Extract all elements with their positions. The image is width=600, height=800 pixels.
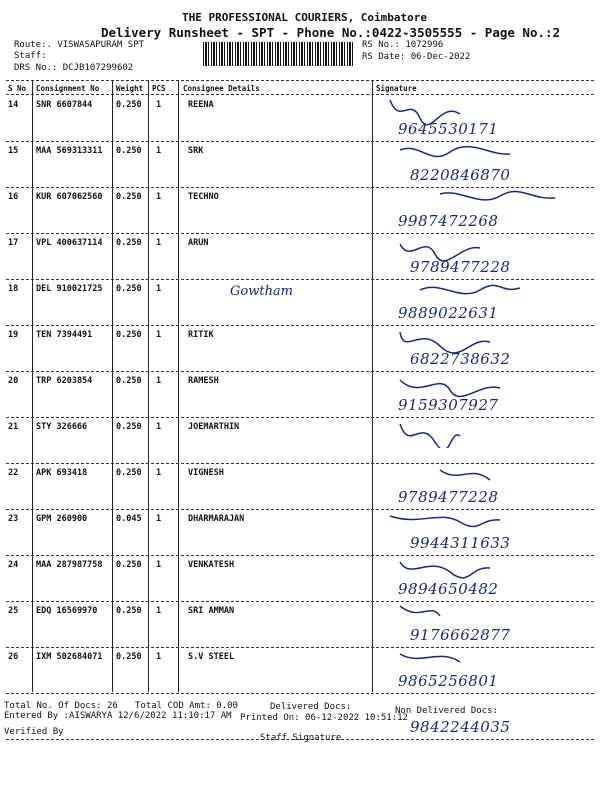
table-row [0, 556, 600, 602]
consignment-number: APK 693418 [36, 468, 88, 478]
table-row [0, 418, 600, 464]
signature-cell [380, 372, 590, 416]
consignee-name: SRI AMMAN [188, 606, 235, 616]
signature-cell [380, 234, 590, 278]
signature-scribble [380, 418, 590, 448]
verified-by: Verified By [4, 727, 64, 737]
entered-by: Entered By :AISWARYA 12/6/2022 11:10:17 AM [4, 711, 232, 721]
signature-cell [380, 326, 590, 370]
pcs-value: 1 [156, 422, 162, 432]
serial-number: 19 [8, 330, 19, 340]
serial-number: 18 [8, 284, 19, 294]
consignee-name: REENA [188, 100, 214, 110]
staff-signature: Staff Signature [260, 733, 342, 743]
runsheet-subtitle: Delivery Runsheet - SPT - Phone No.:0422-3505555 - Page No.:2 [101, 25, 561, 40]
consignee-name: DHARMARAJAN [188, 514, 245, 524]
handwritten-consignee: Gowtham [230, 284, 294, 299]
weight-value: 0.250 [116, 376, 142, 386]
weight-value: 0.250 [116, 560, 142, 570]
signature-phone: 9176662877 [410, 626, 511, 644]
signature-cell [380, 556, 590, 600]
table-row [0, 188, 600, 234]
company-title: THE PROFESSIONAL COURIERS, Coimbatore [182, 11, 428, 24]
signature-phone: 9842244035 [410, 718, 511, 736]
weight-value: 0.250 [116, 606, 142, 616]
weight-value: 0.250 [116, 330, 142, 340]
table-row [0, 372, 600, 418]
table-row [0, 464, 600, 510]
consignment-number: GPM 260900 [36, 514, 88, 524]
pcs-value: 1 [156, 146, 162, 156]
consignee-name: SRK [188, 146, 204, 156]
serial-number: 26 [8, 652, 19, 662]
signature-cell [380, 280, 590, 324]
table-top-rule [6, 80, 594, 81]
col-consignee: Consignee Details [183, 84, 260, 93]
pcs-value: 1 [156, 560, 162, 570]
table-row [0, 510, 600, 556]
pcs-value: 1 [156, 192, 162, 202]
table-row [0, 142, 600, 188]
weight-value: 0.250 [116, 652, 142, 662]
pcs-value: 1 [156, 100, 162, 110]
total-cod: Total COD Amt: 0.00 [135, 701, 238, 711]
consignment-number: TRP 6203854 [36, 376, 93, 386]
table-row [0, 234, 600, 280]
consignee-name: RITIK [188, 330, 214, 340]
delivered-docs: Delivered Docs: [270, 702, 352, 712]
total-docs: Total No. Of Docs: 26 [4, 701, 118, 711]
consignee-name: S.V STEEL [188, 652, 235, 662]
drs-number: DRS No.: DCJB107299602 [14, 63, 134, 73]
serial-number: 15 [8, 146, 19, 156]
consignee-name: ARUN [188, 238, 209, 248]
signature-phone: 9865256801 [398, 672, 499, 690]
signature-cell [380, 648, 590, 692]
weight-value: 0.250 [116, 238, 142, 248]
signature-phone: 8220846870 [410, 166, 511, 184]
consignment-number: SNR 6607844 [36, 100, 93, 110]
signature-cell [380, 96, 590, 140]
signature-phone: 9159307927 [398, 396, 499, 414]
signature-cell [380, 142, 590, 186]
serial-number: 14 [8, 100, 19, 110]
consignee-name: TECHNO [188, 192, 219, 202]
col-consignment: Consignment No [36, 84, 100, 93]
consignment-number: MAA 569313311 [36, 146, 103, 156]
consignee-name: VENKATESH [188, 560, 235, 570]
weight-value: 0.250 [116, 468, 142, 478]
signature-cell [380, 464, 590, 508]
consignment-number: VPL 400637114 [36, 238, 103, 248]
weight-value: 0.250 [116, 146, 142, 156]
pcs-value: 1 [156, 468, 162, 478]
non-delivered-docs: Non Delivered Docs: [395, 706, 498, 716]
signature-cell [380, 188, 590, 232]
signature-cell [380, 510, 590, 554]
consignment-number: DEL 910021725 [36, 284, 103, 294]
signature-phone: 9987472268 [398, 212, 499, 230]
table-header-rule [6, 94, 594, 95]
consignee-name: JOEMARTHIN [188, 422, 240, 432]
rs-number: RS No.: 1072996 [362, 40, 444, 50]
serial-number: 25 [8, 606, 19, 616]
table-row [0, 326, 600, 372]
serial-number: 23 [8, 514, 19, 524]
table-row [0, 280, 600, 326]
col-pcs: PCS [152, 84, 166, 93]
weight-value: 0.250 [116, 422, 142, 432]
signature-phone: 9944311633 [410, 534, 511, 552]
signature-phone: 9889022631 [398, 304, 499, 322]
pcs-value: 1 [156, 652, 162, 662]
weight-value: 0.250 [116, 100, 142, 110]
signature-cell [380, 694, 590, 738]
pcs-value: 1 [156, 606, 162, 616]
consignment-number: IXM 502684071 [36, 652, 103, 662]
signature-phone: 9645530171 [398, 120, 499, 138]
weight-value: 0.250 [116, 284, 142, 294]
consignment-number: KUR 607062560 [36, 192, 103, 202]
pcs-value: 1 [156, 330, 162, 340]
staff-label: Staff: [14, 51, 47, 61]
consignment-number: MAA 287987758 [36, 560, 103, 570]
pcs-value: 1 [156, 514, 162, 524]
signature-phone: 6822738632 [410, 350, 511, 368]
consignee-name: RAMESH [188, 376, 219, 386]
weight-value: 0.045 [116, 514, 142, 524]
consignment-number: EDQ 16569970 [36, 606, 98, 616]
col-sno: S No [8, 84, 27, 93]
table-row [0, 648, 600, 694]
consignee-name: VIGNESH [188, 468, 224, 478]
barcode [203, 42, 353, 66]
serial-number: 16 [8, 192, 19, 202]
route-label: Route:. VISWASAPURAM SPT [14, 40, 145, 50]
signature-cell [380, 602, 590, 646]
serial-number: 22 [8, 468, 19, 478]
table-row [0, 602, 600, 648]
serial-number: 17 [8, 238, 19, 248]
serial-number: 24 [8, 560, 19, 570]
consignment-number: TEN 7394491 [36, 330, 93, 340]
signature-phone: 9789477228 [410, 258, 511, 276]
pcs-value: 1 [156, 376, 162, 386]
signature-phone: 9894650482 [398, 580, 499, 598]
consignment-number: STY 326666 [36, 422, 88, 432]
rs-date: RS Date: 06-Dec-2022 [362, 52, 471, 62]
signature-cell [380, 418, 590, 462]
weight-value: 0.250 [116, 192, 142, 202]
printed-on: Printed On: 06-12-2022 10:51:12 [240, 713, 408, 723]
pcs-value: 1 [156, 238, 162, 248]
signature-phone: 9789477228 [398, 488, 499, 506]
pcs-value: 1 [156, 284, 162, 294]
col-signature: Signature [376, 84, 417, 93]
table-row [0, 96, 600, 142]
col-weight: Weight [116, 84, 144, 93]
serial-number: 21 [8, 422, 19, 432]
serial-number: 20 [8, 376, 19, 386]
